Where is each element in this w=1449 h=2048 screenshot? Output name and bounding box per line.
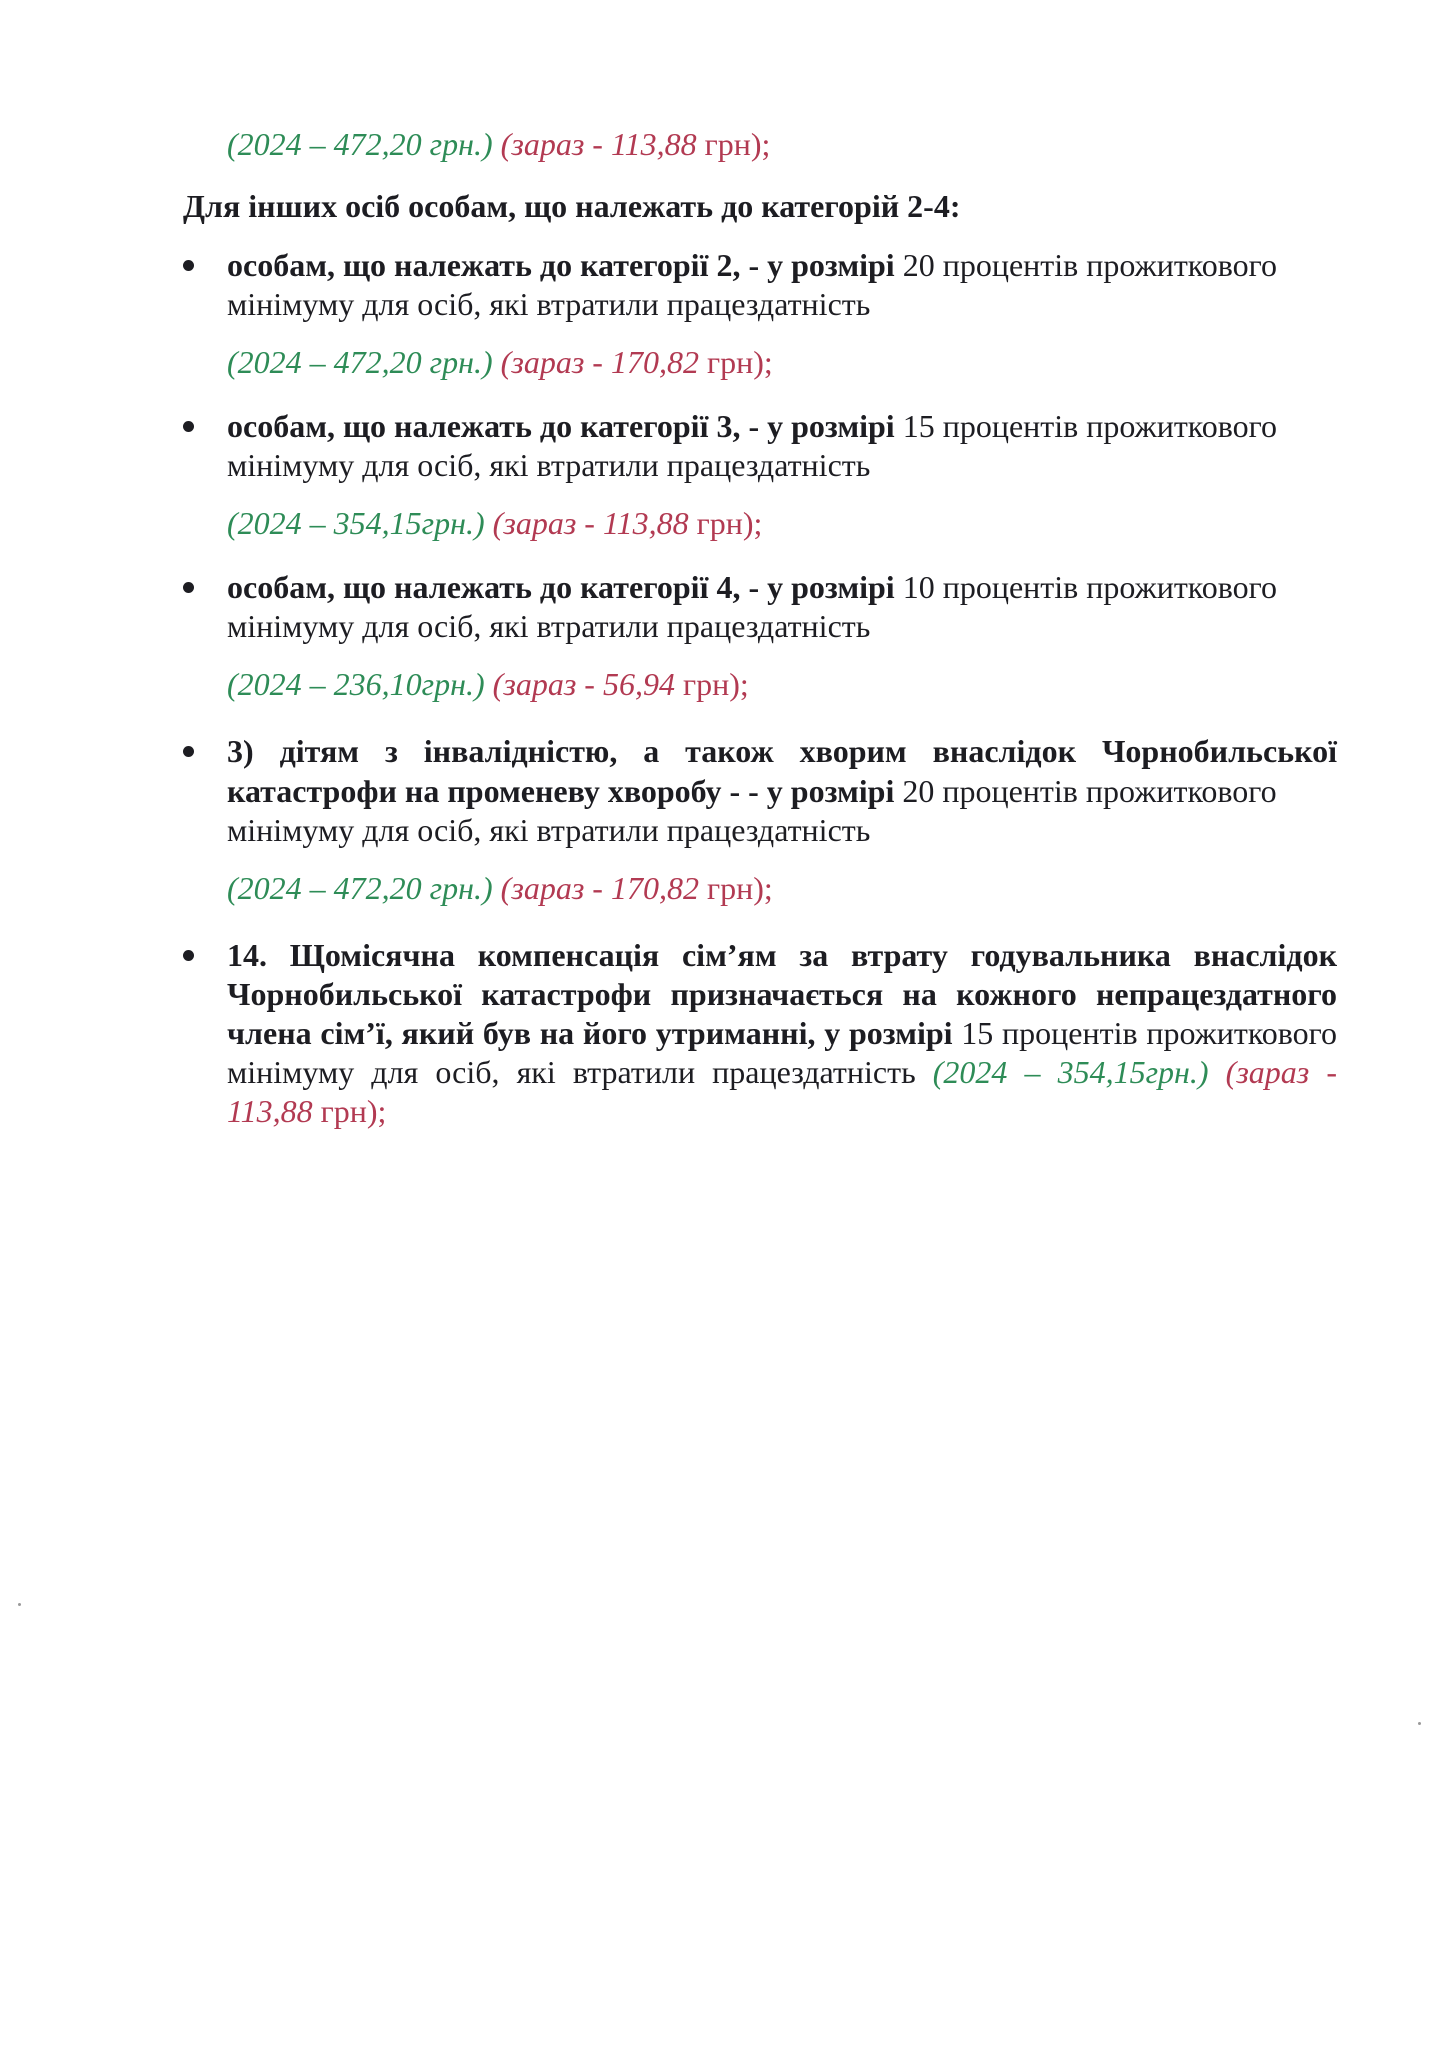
amount-now: (зараз - 170,82 [500, 870, 699, 906]
paragraph-text: 15 процентів прожиткового мінімуму для осіб, які втратили працездатність [227, 1015, 1338, 1090]
list-item-text: 20 процентів прожиткового [894, 773, 1277, 809]
list-item-line2: мінімуму для осіб, які втратили працездатність [227, 447, 871, 483]
amount-currency: грн); [696, 505, 763, 541]
amount-line [227, 869, 773, 907]
amount-currency: грн); [320, 1093, 387, 1129]
list-item-line [227, 246, 1277, 284]
amount-currency: грн); [704, 126, 771, 162]
bullet-icon [183, 260, 194, 271]
amount-2024: (2024 – 472,20 грн.) [227, 126, 493, 162]
amount-line-top [227, 125, 770, 163]
amount-now: (зараз - 170,82 [500, 344, 699, 380]
amount-now: (зараз - 113,88 [227, 1054, 1338, 1129]
list-item-line2: мінімуму для осіб, які втратили працездатність [227, 608, 871, 644]
scan-speck [1418, 1722, 1421, 1725]
bullet-icon [183, 950, 194, 961]
list-item-line2: мінімуму для осіб, які втратили працездатність [227, 286, 871, 322]
amount-2024: (2024 – 354,15грн.) [227, 505, 485, 541]
list-item-bold: катастрофи на променеву хворобу - - у розмірі [227, 773, 895, 809]
amount-2024: (2024 – 354,15грн.) [932, 1054, 1209, 1090]
list-item-line [227, 568, 1277, 606]
bullet-icon [183, 746, 194, 757]
amount-currency: грн); [706, 344, 773, 380]
bullet-icon [183, 421, 194, 432]
bullet-icon [183, 582, 194, 593]
amount-2024: (2024 – 472,20 грн.) [227, 344, 493, 380]
list-item-text: 20 процентів прожиткового [894, 247, 1277, 283]
scan-speck [18, 1603, 21, 1606]
paragraph-bold: 14. Щомісячна компенсація сім’ям за втрату годувальника внаслідок Чорнобильської катастрофи призначається на кожного непрацездатного члена сім’ї, який був на його утриманні, у розмірі [227, 937, 1337, 1051]
list-item-bold: особам, що належать до категорії 4, - у розмірі [227, 569, 895, 605]
amount-2024: (2024 – 236,10грн.) [227, 666, 485, 702]
amount-now: (зараз - 56,94 [492, 666, 675, 702]
list-item-line2 [227, 772, 1277, 810]
list-item-text: 15 процентів прожиткового [894, 408, 1277, 444]
amount-2024: (2024 – 472,20 грн.) [227, 870, 493, 906]
section-heading: Для інших осіб особам, що належать до категорій 2-4: [183, 188, 961, 224]
amount-line [227, 665, 749, 703]
amount-line [227, 343, 773, 381]
list-item-text: 10 процентів прожиткового [894, 569, 1277, 605]
amount-now: (зараз - 113,88 [500, 126, 697, 162]
amount-now: (зараз - 113,88 [492, 505, 689, 541]
amount-line [227, 504, 762, 542]
amount-currency: грн); [682, 666, 749, 702]
paragraph-14 [227, 936, 1337, 1131]
list-item-line [227, 407, 1277, 445]
list-item-bold-line1: 3) дітям з інвалідністю, а також хворим внаслідок Чорнобильської [227, 733, 1337, 769]
list-item-bold: особам, що належать до категорії 3, - у розмірі [227, 408, 895, 444]
amount-currency: грн); [706, 870, 773, 906]
list-item-line3: мінімуму для осіб, які втратили працездатність [227, 812, 871, 848]
list-item-bold: особам, що належать до категорії 2, - у розмірі [227, 247, 895, 283]
